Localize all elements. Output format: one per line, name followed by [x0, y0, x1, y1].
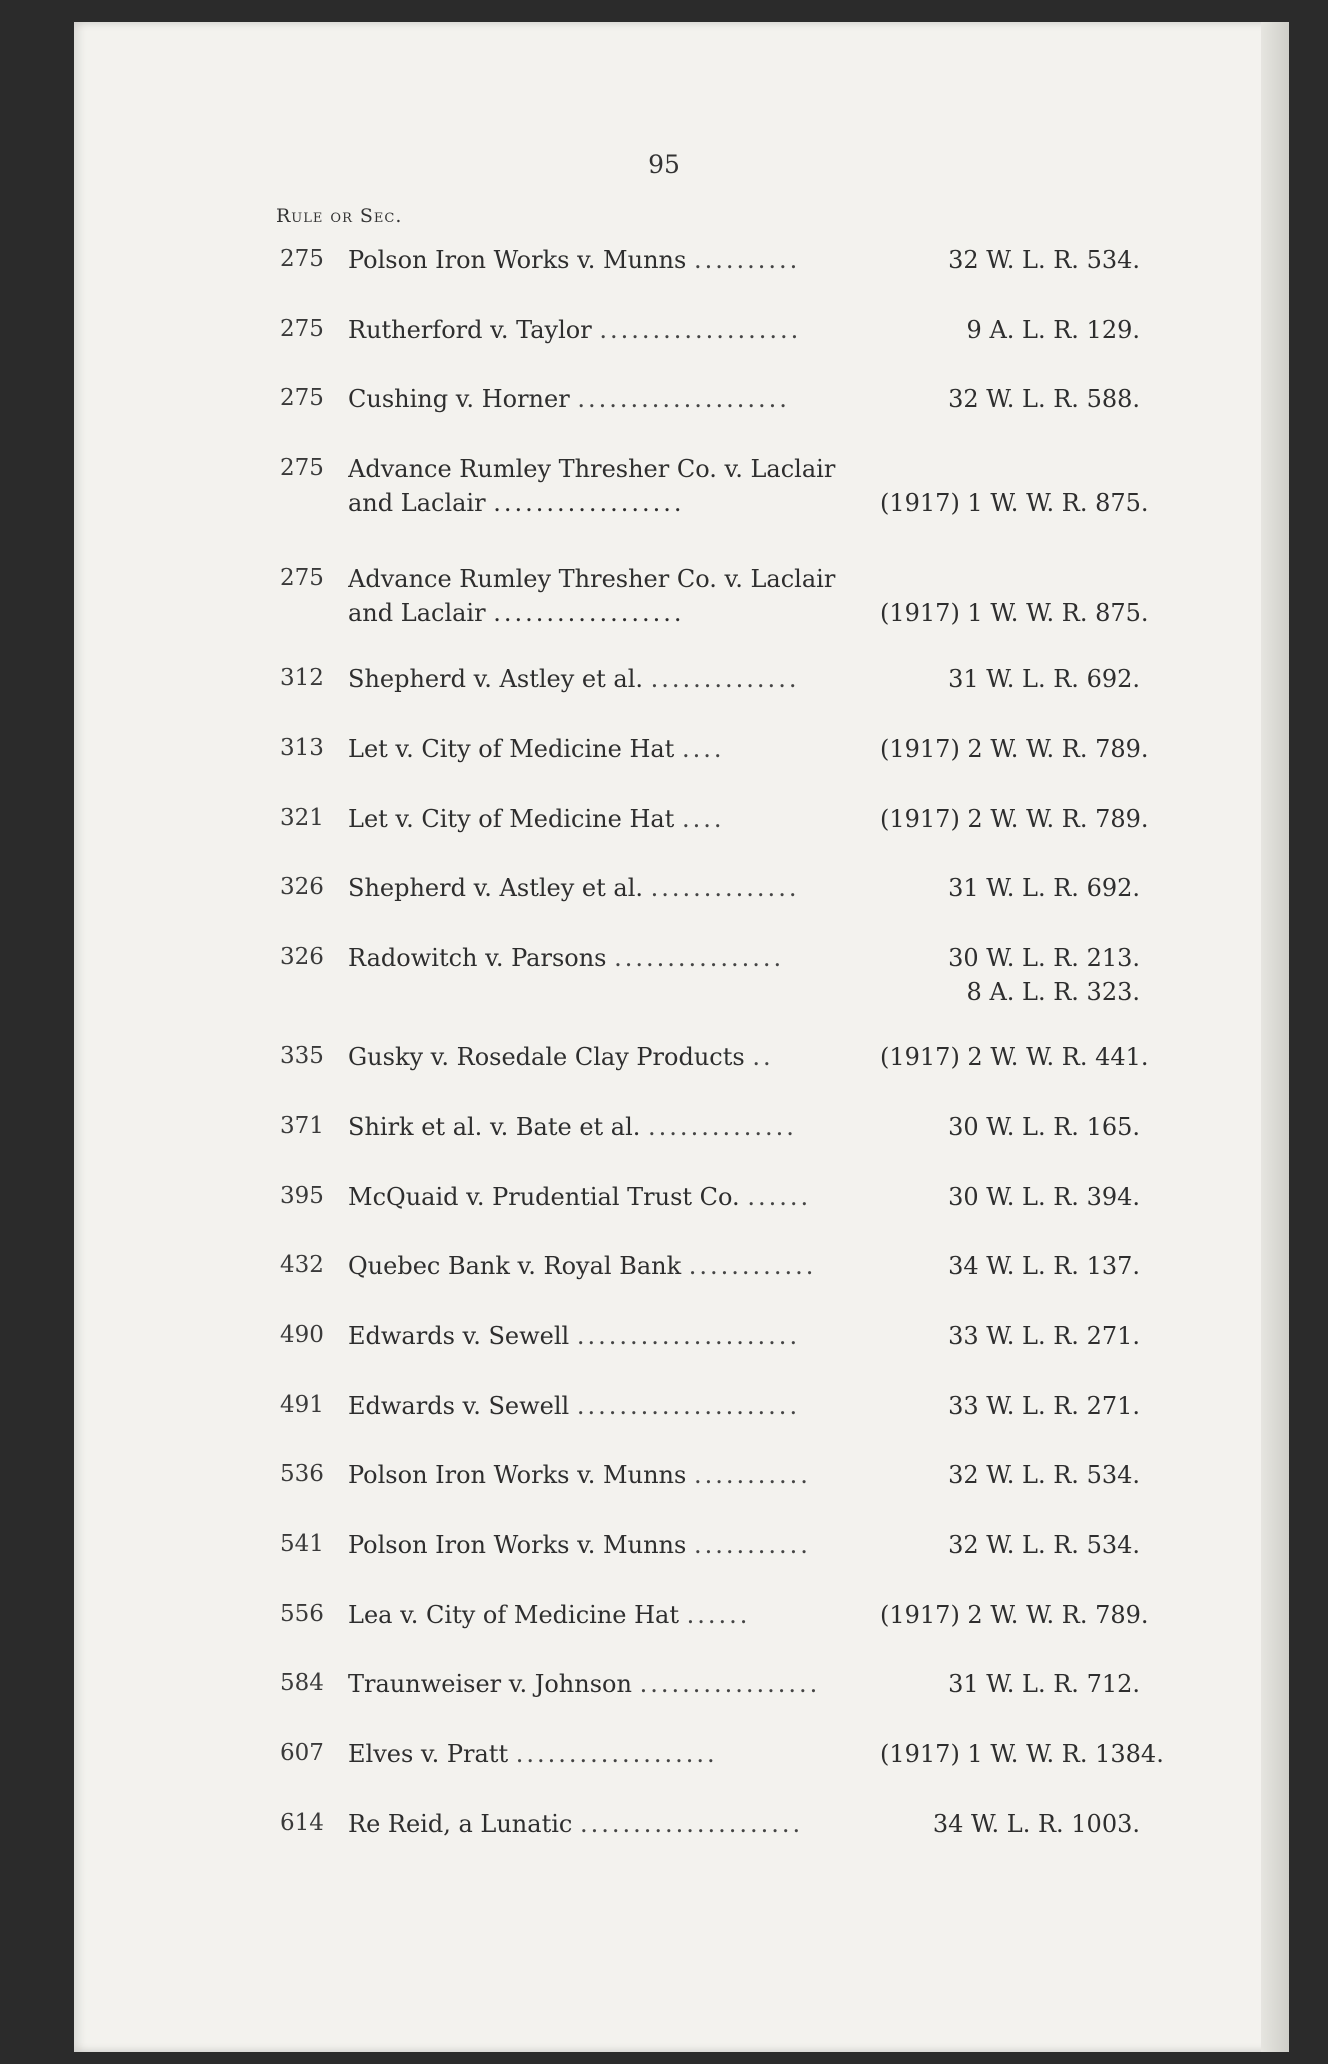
rule-number: 584 [280, 1670, 324, 1696]
citation: 30 W. L. R. 165. [948, 1113, 1140, 1141]
case-name-text: Elves v. Pratt [348, 1740, 516, 1768]
case-name-text: Traunweiser v. Johnson [348, 1670, 640, 1698]
dot-leader: .......... [693, 246, 801, 274]
citation: (1917) 2 W. W. R. 789. [880, 735, 1149, 763]
case-name-text: Shepherd v. Astley et al. [348, 874, 651, 902]
case-name-text: and Laclair [348, 599, 494, 627]
case-name-text: Polson Iron Works v. Munns [348, 246, 694, 274]
case-name-text: Quebec Bank v. Royal Bank [348, 1252, 689, 1280]
case-name-text: Edwards v. Sewell [348, 1322, 577, 1350]
citation-secondary: 8 A. L. R. 323. [966, 978, 1140, 1006]
case-name-text: Radowitch v. Parsons [348, 944, 615, 972]
citation: (1917) 2 W. W. R. 789. [880, 805, 1149, 833]
case-name-text: Rutherford v. Taylor [348, 316, 600, 344]
case-name [348, 805, 908, 833]
page-number: 95 [648, 150, 680, 179]
rule-number: 275 [280, 565, 324, 591]
dot-leader: ..................... [576, 1322, 801, 1350]
dot-leader: .................... [577, 385, 790, 413]
case-name [348, 1252, 908, 1280]
dot-leader: .. [752, 1043, 774, 1071]
dot-leader: .............. [650, 874, 800, 902]
citation: 32 W. L. R. 534. [948, 1531, 1140, 1559]
dot-leader: ........... [693, 1461, 811, 1489]
dot-leader: .... [681, 805, 725, 833]
citation: 9 A. L. R. 129. [966, 316, 1140, 344]
case-name [348, 1531, 908, 1559]
rule-number: 432 [280, 1252, 324, 1278]
rule-number: 275 [280, 455, 324, 481]
case-name [348, 665, 908, 693]
case-name [348, 385, 908, 413]
case-name [348, 1601, 908, 1629]
case-name-text: Shirk et al. v. Bate et al. [348, 1113, 649, 1141]
case-name [348, 874, 908, 902]
dot-leader: ........... [693, 1531, 811, 1559]
case-name [348, 1461, 908, 1489]
rule-number: 371 [280, 1113, 324, 1139]
dot-leader: ................... [515, 1740, 718, 1768]
citation: 32 W. L. R. 588. [948, 385, 1140, 413]
case-name-text: Polson Iron Works v. Munns [348, 1531, 694, 1559]
rule-number: 326 [280, 874, 324, 900]
dot-leader: ..................... [579, 1810, 804, 1838]
case-name [348, 316, 908, 344]
citation: 31 W. L. R. 692. [948, 874, 1140, 902]
dot-leader: ...... [686, 1601, 751, 1629]
case-name [348, 1392, 908, 1420]
dot-leader: ................ [614, 944, 785, 972]
case-name-text: Let v. City of Medicine Hat [348, 735, 682, 763]
rule-number: 607 [280, 1740, 324, 1766]
citation: 33 W. L. R. 271. [948, 1392, 1140, 1420]
case-name-text: Polson Iron Works v. Munns [348, 1461, 694, 1489]
case-name [348, 1322, 908, 1350]
case-name-text: Re Reid, a Lunatic [348, 1810, 580, 1838]
case-name-text: Shepherd v. Astley et al. [348, 665, 651, 693]
citation: 30 W. L. R. 213. [948, 944, 1140, 972]
case-name-text: Cushing v. Horner [348, 385, 578, 413]
case-name-text: Let v. City of Medicine Hat [348, 805, 682, 833]
citation: (1917) 1 W. W. R. 875. [880, 599, 1149, 627]
citation: 30 W. L. R. 394. [948, 1183, 1140, 1211]
rule-number: 275 [280, 246, 324, 272]
case-name-text: Edwards v. Sewell [348, 1392, 577, 1420]
rule-number: 275 [280, 385, 324, 411]
case-name-text: Lea v. City of Medicine Hat [348, 1601, 687, 1629]
rule-number: 312 [280, 665, 324, 691]
rule-number: 556 [280, 1601, 324, 1627]
case-name-text: Gusky v. Rosedale Clay Products [348, 1043, 753, 1071]
case-name-continued [348, 489, 685, 517]
citation: (1917) 1 W. W. R. 1384. [880, 1740, 1164, 1768]
dot-leader: .................. [493, 489, 685, 517]
rule-number: 326 [280, 944, 324, 970]
citation: 32 W. L. R. 534. [948, 1461, 1140, 1489]
case-name: Advance Rumley Thresher Co. v. Laclair [348, 455, 836, 483]
case-name [348, 246, 908, 274]
citation: 32 W. L. R. 534. [948, 246, 1140, 274]
citation: 33 W. L. R. 271. [948, 1322, 1140, 1350]
dot-leader: ................... [599, 316, 802, 344]
rule-number: 490 [280, 1322, 324, 1348]
citation: (1917) 1 W. W. R. 875. [880, 489, 1149, 517]
citation: 31 W. L. R. 712. [948, 1670, 1140, 1698]
dot-leader: ...... [747, 1183, 812, 1211]
rule-number: 541 [280, 1531, 324, 1557]
citation: 34 W. L. R. 137. [948, 1252, 1140, 1280]
case-name-continued [348, 599, 685, 627]
case-name [348, 1113, 908, 1141]
citation: (1917) 2 W. W. R. 789. [880, 1601, 1149, 1629]
citation: 31 W. L. R. 692. [948, 665, 1140, 693]
rule-number: 335 [280, 1043, 324, 1069]
rule-number: 491 [280, 1392, 324, 1418]
case-name-text: McQuaid v. Prudential Trust Co. [348, 1183, 748, 1211]
citation: 34 W. L. R. 1003. [932, 1810, 1140, 1838]
citation: (1917) 2 W. W. R. 441. [880, 1043, 1149, 1071]
dot-leader: .... [681, 735, 725, 763]
case-name [348, 944, 908, 972]
dot-leader: ..................... [576, 1392, 801, 1420]
case-name [348, 1043, 908, 1071]
case-name [348, 735, 908, 763]
case-name-text: and Laclair [348, 489, 494, 517]
rule-number: 321 [280, 805, 324, 831]
case-name [348, 1670, 908, 1698]
rule-number: 313 [280, 735, 324, 761]
dot-leader: .................. [493, 599, 685, 627]
case-name: Advance Rumley Thresher Co. v. Laclair [348, 565, 836, 593]
rule-number: 536 [280, 1461, 324, 1487]
dot-leader: .............. [648, 1113, 797, 1141]
dot-leader: ............ [688, 1252, 817, 1280]
case-name [348, 1810, 908, 1838]
case-name [348, 1740, 908, 1768]
rule-number: 614 [280, 1810, 324, 1836]
rule-number: 275 [280, 316, 324, 342]
dot-leader: .............. [650, 665, 800, 693]
case-name [348, 1183, 908, 1211]
dot-leader: ................. [639, 1670, 821, 1698]
rule-number: 395 [280, 1183, 324, 1209]
column-header: Rule or Sec. [276, 205, 403, 227]
